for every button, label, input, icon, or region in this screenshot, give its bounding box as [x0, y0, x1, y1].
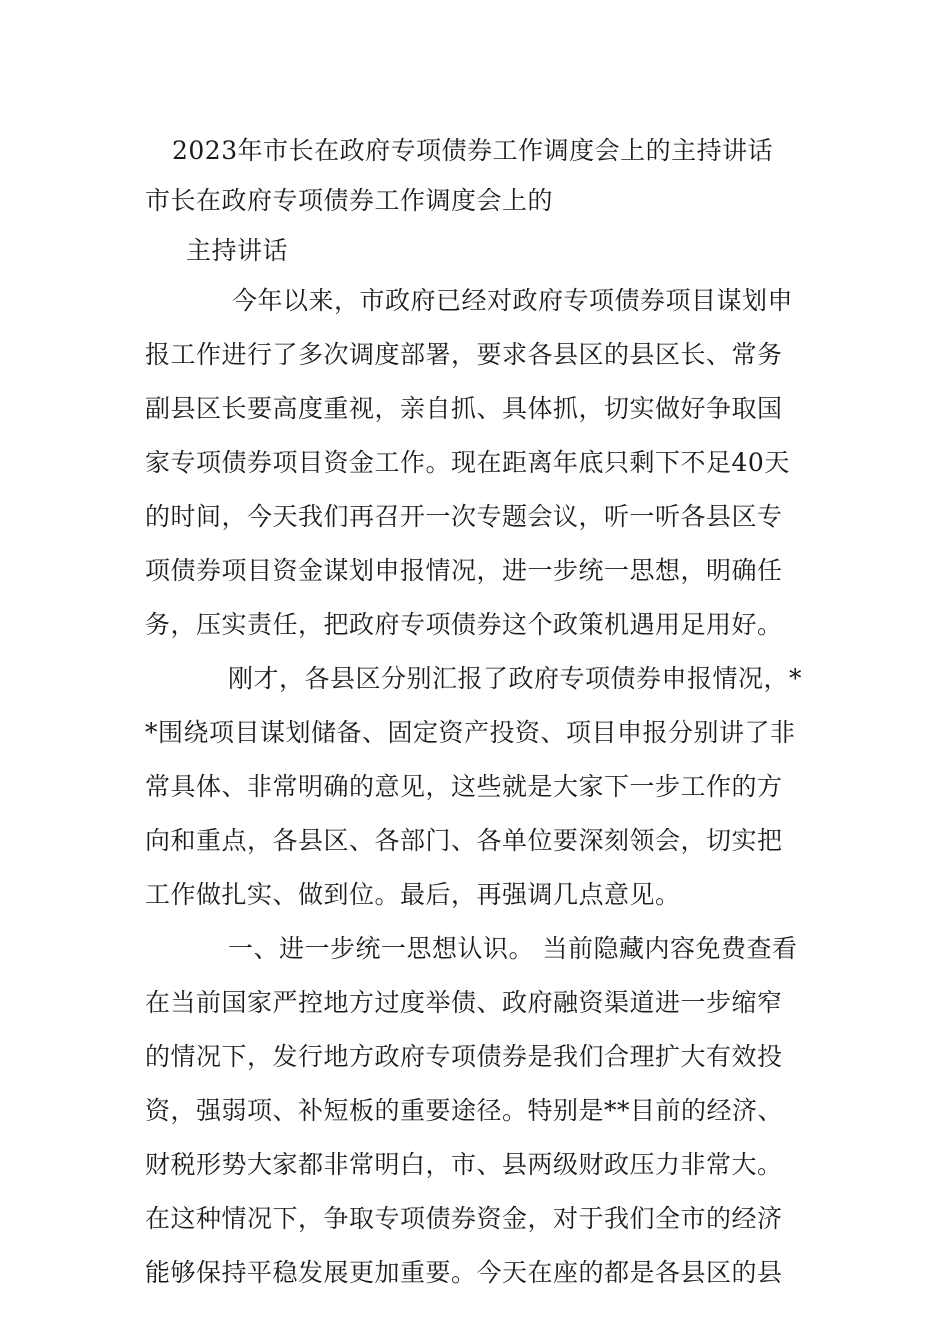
document-subtitle-line-1: 市长在政府专项债券工作调度会上的 [145, 186, 554, 215]
paragraph-line: 向和重点，各县区、各部门、各单位要深刻领会，切实把 [145, 826, 783, 855]
paragraph-line: 在当前国家严控地方过度举债、政府融资渠道进一步缩窄 [145, 988, 783, 1017]
paragraph-line: 报工作进行了多次调度部署，要求各县区的县区长、常务 [145, 340, 783, 369]
document-title: 2023年市长在政府专项债券工作调度会上的主持讲话 [172, 136, 774, 165]
paragraph-line: 常具体、非常明确的意见，这些就是大家下一步工作的方 [145, 772, 783, 801]
document-subtitle-line-2: 主持讲话 [186, 236, 289, 265]
paragraph-line: 能够保持平稳发展更加重要。今天在座的都是各县区的县 [145, 1258, 783, 1287]
paragraph-line: 副县区长要高度重视，亲自抓、具体抓，切实做好争取国 [145, 394, 783, 423]
paragraph-line: 刚才，各县区分别汇报了政府专项债券申报情况，* [228, 664, 803, 693]
paragraph-line: *围绕项目谋划储备、固定资产投资、项目申报分别讲了非 [145, 718, 796, 747]
paragraph-line: 项债券项目资金谋划申报情况，进一步统一思想，明确任 [145, 556, 783, 585]
paragraph-line: 资，强弱项、补短板的重要途径。特别是**目前的经济、 [145, 1096, 784, 1125]
paragraph-line: 务，压实责任，把政府专项债券这个政策机遇用足用好。 [145, 610, 783, 639]
paragraph-line: 今年以来，市政府已经对政府专项债券项目谋划申 [232, 286, 794, 315]
paragraph-line: 的时间，今天我们再召开一次专题会议，听一听各县区专 [145, 502, 783, 531]
section-heading-line: 一、进一步统一思想认识。 当前隐藏内容免费查看 [228, 934, 798, 963]
paragraph-line: 在这种情况下，争取专项债券资金，对于我们全市的经济 [145, 1204, 783, 1233]
paragraph-line: 家专项债券项目资金工作。现在距离年底只剩下不足40天 [145, 448, 790, 477]
paragraph-line: 工作做扎实、做到位。最后，再强调几点意见。 [145, 880, 681, 909]
paragraph-line: 的情况下，发行地方政府专项债券是我们合理扩大有效投 [145, 1042, 783, 1071]
paragraph-line: 财税形势大家都非常明白，市、县两级财政压力非常大。 [145, 1150, 783, 1179]
